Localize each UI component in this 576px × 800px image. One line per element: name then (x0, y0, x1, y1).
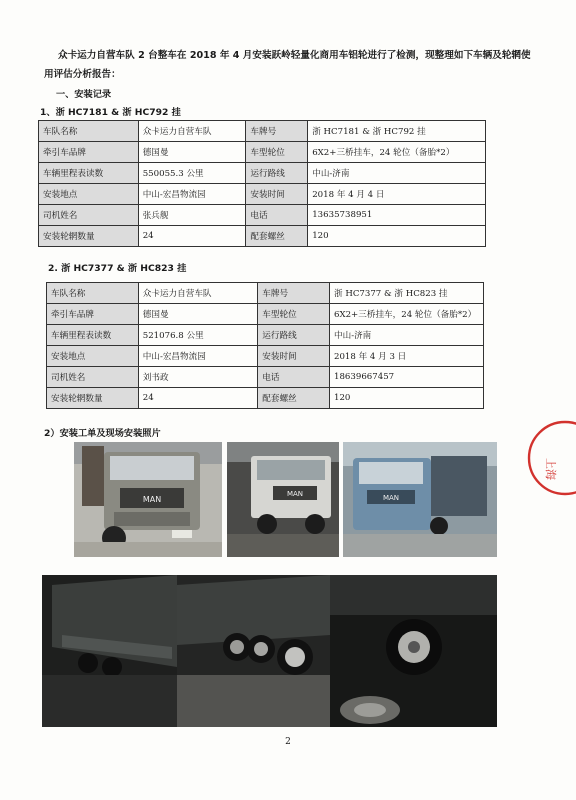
table-row (39, 184, 486, 205)
field-label: 运行路线 (246, 163, 308, 184)
field-label: 电话 (258, 367, 330, 388)
field-value: 浙 HC7181 & 浙 HC792 挂 (308, 121, 486, 142)
field-value: 120 (308, 226, 486, 247)
field-label: 运行路线 (258, 325, 330, 346)
wheel-photo-closeup (177, 575, 330, 727)
field-value: 2018 年 4 月 4 日 (308, 184, 486, 205)
field-value: 浙 HC7377 & 浙 HC823 挂 (330, 283, 484, 304)
field-value: 120 (330, 388, 484, 409)
field-value: 中山-宏昌物流园 (138, 346, 258, 367)
field-label: 安装地点 (39, 184, 139, 205)
man-badge-1: MAN (142, 495, 162, 504)
table-row (47, 283, 484, 304)
field-value: 6X2+三桥挂车，24 轮位（备胎*2） (330, 304, 484, 325)
man-badge-2: MAN (286, 490, 304, 498)
company-seal (525, 418, 576, 498)
field-value: 中山-济南 (330, 325, 484, 346)
field-value: 众卡运力自营车队 (138, 283, 258, 304)
field-value: 24 (138, 388, 258, 409)
intro-paragraph: 众卡运力自营车队 2 台整车在 2018 年 4 月安装跃岭轻量化商用车铝轮进行了检测，现整理如下车辆及轮辋使用评估分析报告： (44, 50, 531, 80)
field-label: 车牌号 (246, 121, 308, 142)
field-label: 安装地点 (47, 346, 139, 367)
field-value: 德国曼 (138, 142, 246, 163)
table-row (47, 346, 484, 367)
truck-photo-front-left (74, 442, 222, 557)
field-value: 中山-宏昌物流园 (138, 184, 246, 205)
field-label: 安装轮辋数量 (47, 388, 139, 409)
table-row (47, 388, 484, 409)
field-value: 18639667457 (330, 367, 484, 388)
field-label: 牵引车品牌 (47, 304, 139, 325)
table-row (39, 205, 486, 226)
truck-photo-front-right (227, 442, 339, 557)
field-label: 车型轮位 (246, 142, 308, 163)
field-value: 521076.8 公里 (138, 325, 258, 346)
field-label: 司机姓名 (47, 367, 139, 388)
section-heading-photos: 2）安装工单及现场安装照片 (44, 428, 161, 439)
field-label: 车牌号 (258, 283, 330, 304)
vehicle-2-table (46, 282, 484, 409)
table-row (39, 226, 486, 247)
field-label: 车队名称 (47, 283, 139, 304)
field-label: 司机姓名 (39, 205, 139, 226)
field-label: 配套螺丝 (258, 388, 330, 409)
field-label: 牵引车品牌 (39, 142, 139, 163)
field-value: 13635738951 (308, 205, 486, 226)
vehicle-2-heading: 2. 浙 HC7377 & 浙 HC823 挂 (48, 263, 187, 274)
field-value: 2018 年 4 月 3 日 (330, 346, 484, 367)
field-value: 550055.3 公里 (138, 163, 246, 184)
field-value: 张兵舰 (138, 205, 246, 226)
field-label: 车型轮位 (258, 304, 330, 325)
table-row (47, 304, 484, 325)
table-row (39, 121, 486, 142)
field-label: 安装时间 (258, 346, 330, 367)
table-row (39, 163, 486, 184)
man-badge-3: MAN (382, 494, 400, 502)
field-value: 刘书政 (138, 367, 258, 388)
field-value: 6X2+三桥挂车，24 轮位（备胎*2） (308, 142, 486, 163)
field-label: 车辆里程表读数 (39, 163, 139, 184)
field-label: 配套螺丝 (246, 226, 308, 247)
field-label: 电话 (246, 205, 308, 226)
trailer-photo-side (42, 575, 177, 727)
rim-photo-installation (330, 575, 497, 727)
field-label: 车队名称 (39, 121, 139, 142)
field-value: 德国曼 (138, 304, 258, 325)
truck-photo-yard (343, 442, 497, 557)
field-value: 众卡运力自营车队 (138, 121, 246, 142)
field-value: 24 (138, 226, 246, 247)
field-value: 中山-济南 (308, 163, 486, 184)
table-row (39, 142, 486, 163)
field-label: 安装轮辋数量 (39, 226, 139, 247)
vehicle-1-heading: 1、浙 HC7181 & 浙 HC792 挂 (40, 107, 181, 118)
page-number: 2 (285, 737, 291, 747)
seal-text: 上海 (544, 458, 557, 480)
section-heading-install-record: 一、安装记录 (56, 89, 112, 100)
vehicle-1-table (38, 120, 486, 247)
field-label: 车辆里程表读数 (47, 325, 139, 346)
field-label: 安装时间 (246, 184, 308, 205)
table-row (47, 325, 484, 346)
table-row (47, 367, 484, 388)
